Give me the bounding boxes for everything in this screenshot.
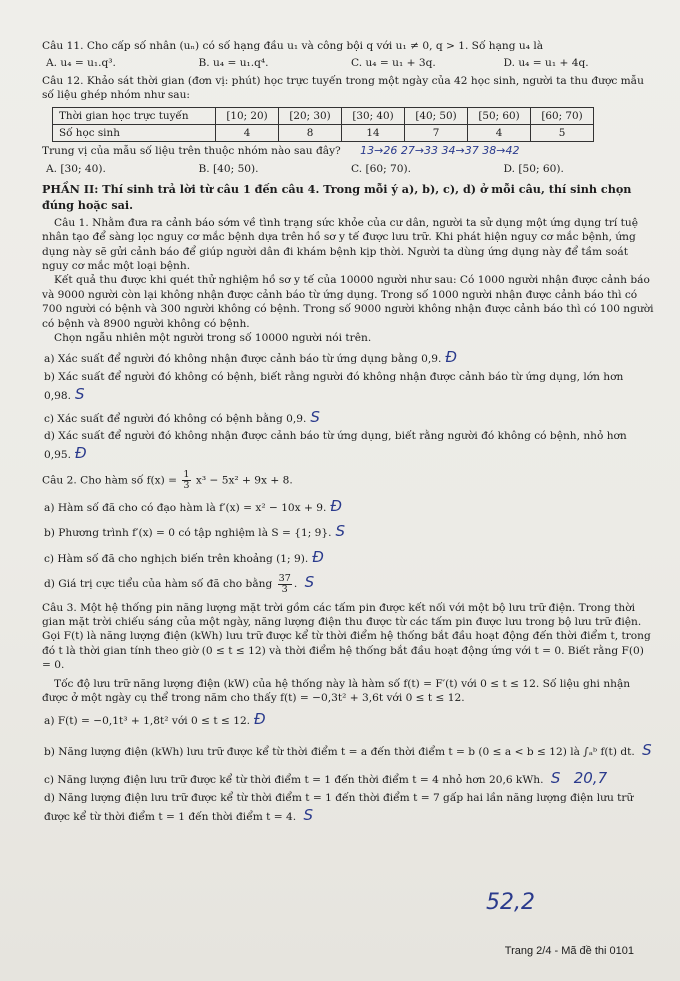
table-row: [53, 107, 594, 124]
answer-mark: S: [310, 407, 320, 426]
c2-item-d: d) Giá trị cực tiểu của hàm số đã cho bằng $\frac{37}{3}$ . S: [44, 572, 315, 595]
answer-mark: Đ: [445, 348, 457, 367]
table-cell: [50; 60): [468, 107, 531, 124]
table-header-count: Số học sinh: [53, 124, 216, 141]
c3-handwritten-note-c: 20,7: [573, 769, 608, 788]
c3-para1: Câu 3. Một hệ thống pin năng lượng mặt trời gồm các tấm pin được kết nối với một bộ lưu trữ điện. Trong thời gian mặt trời chiếu sáng của một ngày, năng lượng điện thu được từ các tấm pin được lưu trong bộ lưu trữ điện. Gọi F(t) là năng lượng điện (kWh) lưu trữ được kể từ thời điểm hệ thống bắt đầu hoạt động đến thời điểm t, trong đó t là thời gian tính theo giờ (0 ≤ t ≤ 12) và thời điểm hệ thống bắt đầu hoạt động ứng với t = 0. Biết rằng F(0) = 0.: [42, 601, 651, 672]
c3-item-a: a) F(t) = −0,1t³ + 1,8t² với 0 ≤ t ≤ 12. Đ: [44, 710, 266, 729]
table-cell: 4: [216, 124, 279, 141]
c3-handwritten-note-d: 52,2: [486, 890, 535, 915]
q11-option-a[interactable]: A. u₄ = u₁.q³.: [46, 57, 116, 70]
page-footer: Trang 2/4 - Mã đề thi 0101: [504, 945, 634, 958]
part2-heading: PHẦN II: Thí sinh trả lời từ câu 1 đến câu 4. Trong mỗi ý a), b), c), d) ở mỗi câu, thí sinh chọn đúng hoặc sai.: [42, 182, 632, 212]
table-cell: 4: [468, 124, 531, 141]
table-header-time: Thời gian học trực tuyến: [53, 107, 216, 124]
c1-para1: Câu 1. Nhằm đưa ra cảnh báo sớm về tình trạng sức khỏe của cư dân, người ta sử dụng một ứng dụng trí tuệ nhân tạo để sàng lọc nguy cơ mắc bệnh dựa trên hồ sơ y tế được lưu trữ. Khi phát hiện nguy cơ mắc bệnh, ứng dụng này sẽ gửi cảnh báo để giúp người dân đi khám bệnh kịp thời. Người ta dùng ứng dụng này để tầm soát nguy cơ mắc một loại bệnh.: [42, 216, 638, 272]
c1-item-c: c) Xác suất để người đó không có bệnh bằng 0,9. S: [44, 407, 320, 426]
answer-mark: Đ: [330, 496, 342, 515]
c3-para2: Tốc độ lưu trữ năng lượng điện (kW) của hệ thống này là hàm số f(t) = F′(t) với 0 ≤ t ≤ 12. Số liệu ghi nhận được ở một ngày cụ thể trong năm cho thấy f(t) = −0,3t² + 3,6t với 0 ≤ t ≤ 12.: [42, 677, 631, 705]
q12-option-d[interactable]: D. [50; 60).: [503, 162, 564, 175]
c2-fraction: $\frac{1}{3}$: [183, 468, 190, 491]
table-cell: 7: [405, 124, 468, 141]
answer-mark: S: [550, 769, 561, 788]
answer-mark: S: [304, 573, 315, 592]
table-cell: 14: [342, 124, 405, 141]
q11-option-c[interactable]: C. u₄ = u₁ + 3q.: [351, 57, 436, 70]
table-cell: 5: [531, 124, 594, 141]
q12-handwritten-note: 13→26 27→33 34→37 38→42: [360, 143, 520, 157]
c2-item-c: c) Hàm số đã cho nghịch biến trên khoảng (1; 9). Đ: [44, 547, 324, 566]
c2-stem: Câu 2. Cho hàm số f(x) = $\frac{1}{3}$ x³ − 5x² + 9x + 8.: [42, 468, 293, 491]
q12-option-c[interactable]: C. [60; 70).: [351, 162, 411, 175]
answer-mark: S: [642, 740, 652, 759]
c1-item-a: a) Xác suất để người đó không nhận được cảnh báo từ ứng dụng bằng 0,9. Đ: [44, 348, 457, 367]
c1-item-d: d) Xác suất để người đó không nhận được cảnh báo từ ứng dụng, biết rằng người đó không có bệnh, nhỏ hơn 0,95. Đ: [44, 429, 627, 463]
table-cell: [60; 70): [531, 107, 594, 124]
c3-item-b: b) Năng lượng điện (kWh) lưu trữ được kể từ thời điểm t = a đến thời điểm t = b (0 ≤ a < b ≤ 12) là ∫ₐᵇ f(t) dt. S: [44, 740, 652, 759]
c3-item-c: c) Năng lượng điện lưu trữ được kể từ thời điểm t = 1 đến thời điểm t = 4 nhỏ hơn 20,6 kWh. S 20,7: [44, 769, 608, 788]
table-cell: [30; 40): [342, 107, 405, 124]
c1-item-b: b) Xác suất để người đó không có bệnh, biết rằng người đó không nhận được cảnh báo từ ứng dụng, lớn hơn 0,98. S: [44, 370, 624, 404]
answer-mark: S: [335, 522, 346, 541]
answer-mark: Đ: [74, 444, 87, 463]
c3-integral: ∫ₐᵇ f(t) dt.: [583, 745, 635, 758]
table-cell: 8: [279, 124, 342, 141]
c3-item-d: d) Năng lượng điện lưu trữ được kể từ thời điểm t = 1 đến thời điểm t = 7 gấp hai lần năng lượng điện lưu trữ được kể từ thời điểm t = 1 đến thời điểm t = 4. S: [44, 791, 634, 825]
q12-question: [42, 144, 656, 159]
q12-stem: Câu 12. Khảo sát thời gian (đơn vị: phút) học trực tuyến trong một ngày của 42 học sinh, người ta thu được mẫu số liệu ghép nhóm như sau:: [42, 74, 644, 102]
c2-d-fraction: $\frac{37}{3}$: [278, 572, 291, 595]
answer-mark: S: [303, 806, 314, 825]
table-cell: [20; 30): [279, 107, 342, 124]
table-cell: [40; 50): [405, 107, 468, 124]
q12-option-a[interactable]: A. [30; 40).: [46, 162, 106, 175]
q11-option-d[interactable]: D. u₄ = u₁ + 4q.: [503, 57, 589, 70]
q12-question-text: Trung vị của mẫu số liệu trên thuộc nhóm nào sau đây?: [42, 144, 341, 157]
answer-mark: Đ: [254, 710, 266, 729]
answer-mark: S: [74, 385, 85, 404]
q12-option-b[interactable]: B. [40; 50).: [198, 162, 259, 175]
c1-para2: Kết quả thu được khi quét thử nghiệm hồ sơ y tế của 10000 người như sau: Có 1000 người nhận được cảnh báo và 9000 người còn lại không nhận được cảnh báo từ ứng dụng. Trong số 1000 người nhận được cảnh báo thì có 700 người có bệnh và 300 người không có bệnh. Trong số 9000 người không nhận được cảnh báo thì có 100 người có bệnh và 8900 người không có bệnh.: [42, 274, 654, 330]
c1-para3: Chọn ngẫu nhiên một người trong số 10000 người nói trên.: [54, 331, 372, 344]
q11-stem: Câu 11. Cho cấp số nhân (uₙ) có số hạng đầu u₁ và công bội q với u₁ ≠ 0, q > 1. Số hạng u₄ là: [42, 40, 544, 52]
table-row: [53, 124, 594, 141]
q11-options: [46, 56, 656, 70]
q11-option-b[interactable]: B. u₄ = u₁.q⁴.: [198, 57, 269, 70]
c2-item-a: a) Hàm số đã cho có đạo hàm là f′(x) = x² − 10x + 9. Đ: [44, 496, 342, 515]
table-cell: [10; 20): [216, 107, 279, 124]
q12-options: [46, 162, 656, 176]
c2-item-b: b) Phương trình f′(x) = 0 có tập nghiệm là S = {1; 9}. S: [44, 522, 346, 541]
q12-data-table: [52, 107, 594, 142]
answer-mark: Đ: [312, 547, 324, 566]
